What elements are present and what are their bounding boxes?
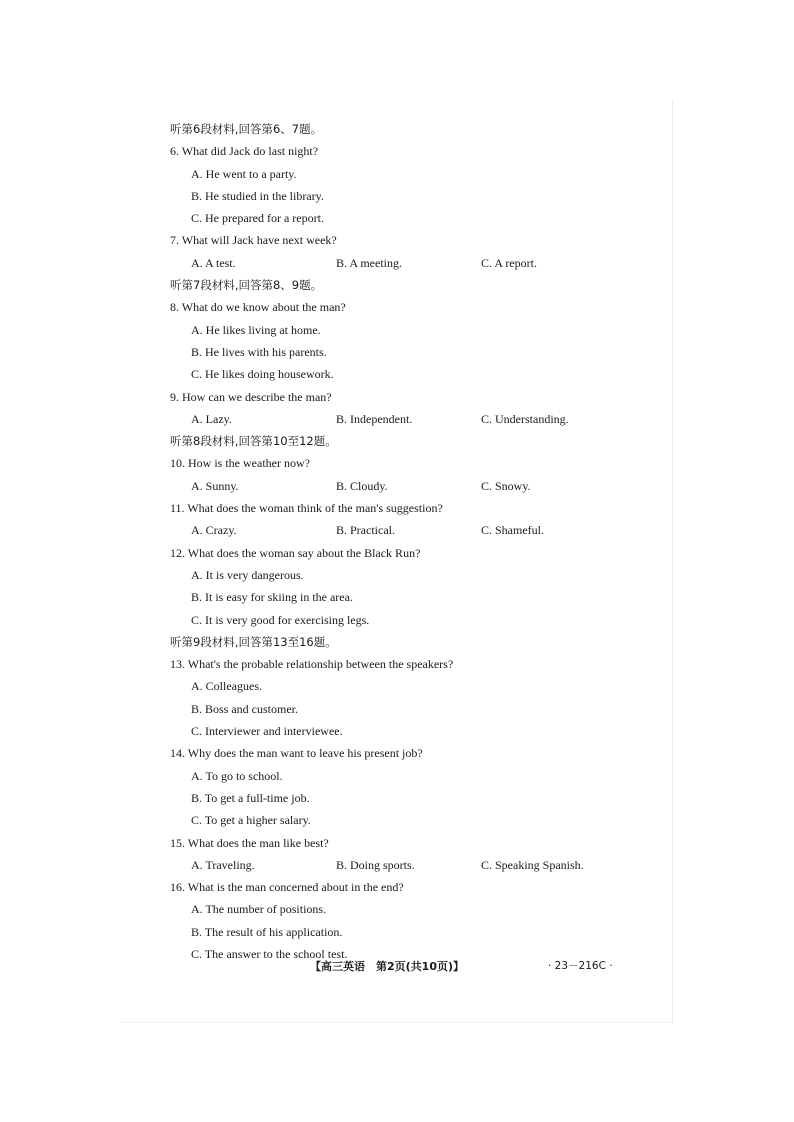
- question-13-option-b: B. Boss and customer.: [191, 701, 298, 716]
- question-10-stem: 10. How is the weather now?: [170, 456, 310, 471]
- page-footer-code: · 23－216C ·: [548, 960, 613, 972]
- question-13-option-a: A. Colleagues.: [191, 679, 262, 694]
- question-16-stem: 16. What is the man concerned about in the end?: [170, 880, 404, 895]
- question-16-option-b: B. The result of his application.: [191, 924, 343, 939]
- question-12-option-a: A. It is very dangerous.: [191, 567, 304, 582]
- question-9-option-b: B. Independent.: [336, 411, 413, 426]
- question-15-stem: 15. What does the man like best?: [170, 835, 329, 850]
- question-10-options: [170, 475, 640, 497]
- question-8-option-a: A. He likes living at home.: [191, 322, 321, 337]
- question-7-option-a: A. A test.: [191, 255, 236, 270]
- question-12-stem: 12. What does the woman say about the Black Run?: [170, 545, 421, 560]
- question-11-option-a: A. Crazy.: [191, 523, 237, 538]
- section-heading-6: 听第6段材料,回答第6、7题。: [170, 122, 323, 136]
- question-15-option-b: B. Doing sports.: [336, 857, 415, 872]
- question-content: [170, 118, 640, 965]
- question-15-option-a: A. Traveling.: [191, 857, 255, 872]
- question-10-option-c: C. Snowy.: [481, 478, 531, 493]
- question-10-option-a: A. Sunny.: [191, 478, 239, 493]
- question-6-option-c: C. He prepared for a report.: [191, 211, 324, 226]
- question-14-option-b: B. To get a full-time job.: [191, 790, 310, 805]
- question-7-option-c: C. A report.: [481, 255, 537, 270]
- question-13-stem: 13. What's the probable relationship between the speakers?: [170, 657, 454, 672]
- question-11-option-b: B. Practical.: [336, 523, 395, 538]
- question-8-option-c: C. He likes doing housework.: [191, 367, 334, 382]
- question-9-options: [170, 408, 640, 430]
- question-14-option-a: A. To go to school.: [191, 768, 283, 783]
- question-9-stem: 9. How can we describe the man?: [170, 389, 332, 404]
- question-15-option-c: C. Speaking Spanish.: [481, 857, 584, 872]
- question-8-option-b: B. He lives with his parents.: [191, 344, 327, 359]
- page-footer-title: 【高三英语 第2页(共10页)】: [310, 960, 465, 973]
- question-9-option-a: A. Lazy.: [191, 411, 232, 426]
- question-9-option-c: C. Understanding.: [481, 411, 569, 426]
- question-7-option-b: B. A meeting.: [336, 255, 402, 270]
- question-6-option-a: A. He went to a party.: [191, 166, 297, 181]
- question-12-option-b: B. It is easy for skiing in the area.: [191, 590, 353, 605]
- question-14-stem: 14. Why does the man want to leave his present job?: [170, 746, 423, 761]
- section-heading-7: 听第7段材料,回答第8、9题。: [170, 278, 323, 293]
- question-16-option-c: C. The answer to the school test.: [191, 946, 348, 961]
- question-6-stem: 6. What did Jack do last night?: [170, 144, 319, 159]
- section-heading-8: 听第8段材料,回答第10至12题。: [170, 434, 337, 449]
- question-11-options: [170, 519, 640, 541]
- question-7-options: [170, 252, 640, 274]
- question-13-option-c: C. Interviewer and interviewee.: [191, 724, 343, 739]
- question-12-option-c: C. It is very good for exercising legs.: [191, 612, 370, 627]
- section-heading-9: 听第9段材料,回答第13至16题。: [170, 634, 337, 649]
- question-16-option-a: A. The number of positions.: [191, 902, 327, 917]
- question-15-options: [170, 854, 640, 876]
- question-8-stem: 8. What do we know about the man?: [170, 300, 346, 315]
- question-6-option-b: B. He studied in the library.: [191, 188, 324, 203]
- question-7-stem: 7. What will Jack have next week?: [170, 233, 337, 248]
- question-14-option-c: C. To get a higher salary.: [191, 813, 311, 828]
- question-10-option-b: B. Cloudy.: [336, 478, 388, 493]
- question-11-stem: 11. What does the woman think of the man's suggestion?: [170, 501, 443, 516]
- question-11-option-c: C. Shameful.: [481, 523, 544, 538]
